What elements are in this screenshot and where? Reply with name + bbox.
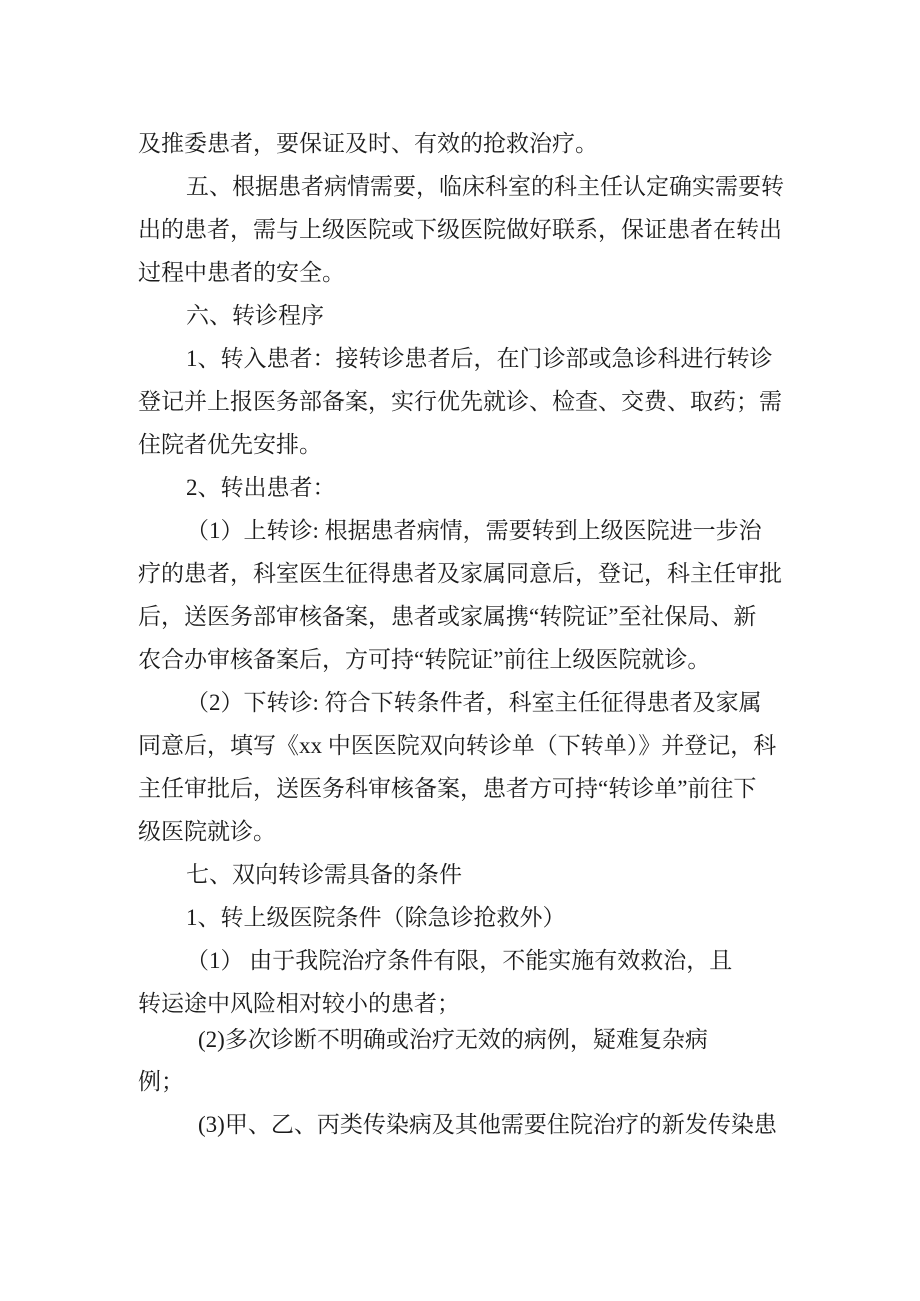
- text-line: （2）下转诊: 符合下转条件者，科室主任征得患者及家属: [186, 690, 762, 715]
- text-line: 七、双向转诊需具备的条件: [186, 862, 462, 887]
- text-line: 及推委患者，要保证及时、有效的抢救治疗。: [138, 131, 598, 156]
- text-line: 转运途中风险相对较小的患者；: [138, 991, 460, 1016]
- text-line: 例；: [138, 1069, 184, 1094]
- text-line: 过程中患者的安全。: [138, 260, 345, 285]
- text-line: 级医院就诊。: [138, 819, 276, 844]
- text-line: 住院者优先安排。: [138, 432, 322, 457]
- text-line: （1）上转诊: 根据患者病情，需要转到上级医院进一步治: [186, 518, 762, 543]
- text-line: 农合办审核备案后，方可持“转院证”前往上级医院就诊。: [138, 647, 711, 672]
- text-line: 疗的患者，科室医生征得患者及家属同意后，登记，科主任审批: [138, 561, 782, 586]
- text-line: 主任审批后，送医务科审核备案，患者方可持“转诊单”前往下: [138, 776, 757, 801]
- text-line: 2、转出患者：: [186, 475, 336, 500]
- text-line: 五、根据患者病情需要，临床科室的科主任认定确实需要转: [186, 174, 784, 199]
- text-line: 同意后，填写《xx 中医医院双向转诊单（下转单）》并登记，科: [138, 733, 777, 758]
- text-line: 出的患者，需与上级医院或下级医院做好联系，保证患者在转出: [138, 217, 782, 242]
- text-line: 六、转诊程序: [186, 303, 324, 328]
- text-line: (3)甲、乙、丙类传染病及其他需要住院治疗的新发传染患: [198, 1112, 777, 1137]
- text-line: 1、转入患者：接转诊患者后，在门诊部或急诊科进行转诊: [186, 346, 773, 371]
- text-line: （1） 由于我院治疗条件有限，不能实施有效救治，且: [186, 948, 733, 973]
- text-line: 登记并上报医务部备案，实行优先就诊、检查、交费、取药；需: [138, 389, 782, 414]
- text-line: (2)多次诊断不明确或治疗无效的病例，疑难复杂病: [198, 1027, 708, 1052]
- text-line: 后，送医务部审核备案，患者或家属携“转院证”至社保局、新: [138, 604, 757, 629]
- text-line: 1、转上级医院条件（除急诊抢救外）: [186, 905, 566, 930]
